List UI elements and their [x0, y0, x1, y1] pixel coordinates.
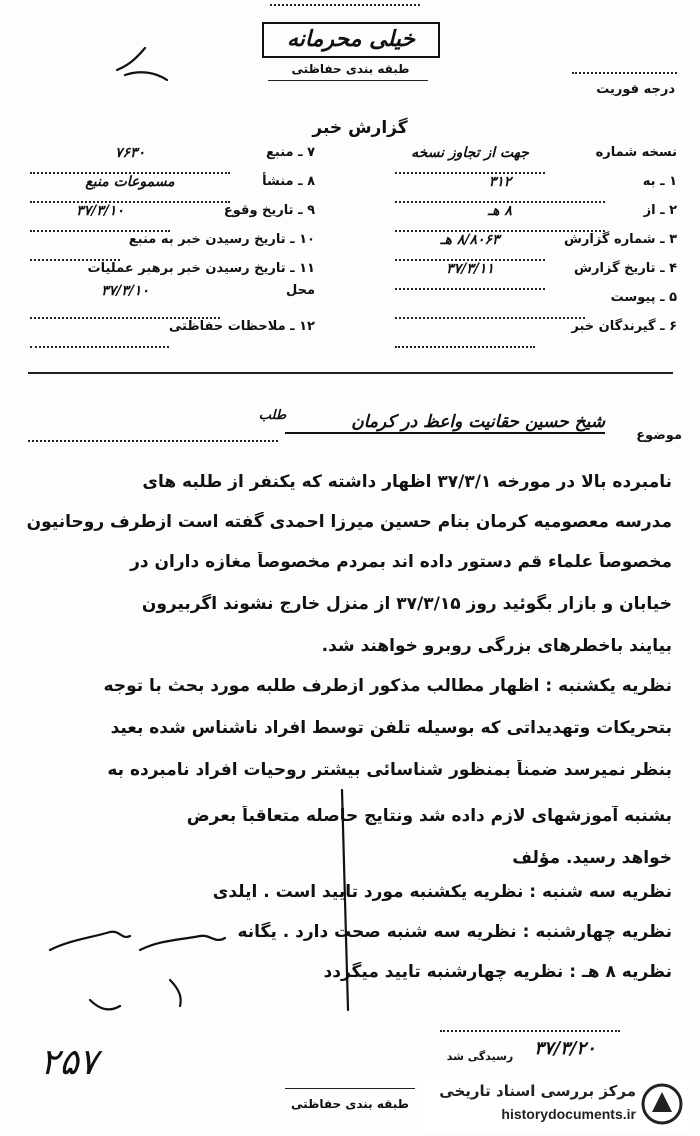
- field-row: [30, 203, 315, 232]
- watermark: [418, 1078, 688, 1132]
- archive-logo-icon: [640, 1082, 684, 1126]
- field-value: ۳۷/۳/۱۰: [30, 283, 220, 319]
- body-line: بتحریکات وتهدیداتی که بوسیله تلفن توسط افراد ناشناس شده بعید: [110, 718, 672, 738]
- field-label: ۷ ـ منبع: [266, 145, 315, 160]
- field-row: [30, 319, 315, 348]
- field-value: جهت از تجاوز نسخه: [395, 145, 545, 174]
- handwritten-mark-icon: [105, 40, 185, 90]
- field-row: [30, 232, 315, 261]
- field-label: محل: [285, 283, 315, 298]
- classification-stamp-text: خیلی محرمانه: [286, 26, 416, 52]
- field-row: [395, 174, 677, 203]
- body-line: نامبرده بالا در مورخه ۳۷/۳/۱ اظهار داشته که یکنفر از طلبه های: [142, 472, 672, 492]
- field-value: ۸ هـ: [395, 203, 605, 232]
- field-label: ۱۰ ـ تاریخ رسیدن خبر به منبع: [128, 232, 315, 247]
- opinion-line: نظریه سه شنبه : نظریه یکشنبه مورد تایید است . ایلدی: [212, 882, 672, 902]
- field-label: ۱۲ ـ ملاحظات حفاظتی: [168, 319, 315, 334]
- field-value: [395, 290, 585, 319]
- field-value: [30, 232, 120, 261]
- field-label: ۵ ـ پیوست: [610, 290, 677, 305]
- field-row: [30, 261, 315, 283]
- subject-text: شیخ حسین حقانیت واعظ در کرمان: [285, 412, 605, 434]
- field-label: ۳ ـ شماره گزارش: [563, 232, 677, 247]
- body-line: بیایند باخطرهای بزرگی روبرو خواهند شد.: [321, 636, 672, 656]
- field-value: ۸/۸۰۶۳ هـ: [395, 232, 545, 261]
- field-value: ۷۶۳۰: [30, 145, 230, 174]
- field-label: ۲ ـ از: [643, 203, 677, 218]
- field-row: [395, 232, 677, 261]
- field-row: [395, 290, 677, 319]
- body-line: مدرسه معصومیه کرمان بنام حسین میرزا احمدی گفته است ازطرف روحانیون: [26, 512, 672, 532]
- field-label: ۸ ـ منشأ: [262, 174, 315, 189]
- top-dots: [270, 4, 420, 6]
- vertical-stroke-icon: [330, 780, 360, 1020]
- footer-rule: [285, 1088, 415, 1089]
- right-fields: [395, 145, 677, 348]
- field-row: [395, 261, 677, 290]
- body-line: بشنبه آموزشهای لازم داده شد ونتایج حاصله متعاقباً بعرض: [186, 806, 672, 826]
- field-row: [395, 319, 677, 348]
- urgency-label: درجه فوریت: [596, 82, 675, 97]
- classification-stamp: [262, 22, 440, 58]
- page-number-text: ۲۵۷: [40, 1042, 99, 1083]
- field-value: ۳۱۲: [395, 174, 605, 203]
- body-line: خیابان و بازار بگوئید روز ۳۷/۳/۱۵ از منزل خارج نشوند اگربیرون: [141, 594, 672, 614]
- left-fields: [30, 145, 315, 348]
- body-line: نظریه یکشنبه : اظهار مطالب مذکور ازطرف طلبه مورد بحث با توجه: [103, 676, 672, 696]
- header-separator: [28, 372, 673, 374]
- handwritten-signature-icon: [30, 910, 250, 1020]
- field-label: ۱۱ ـ تاریخ رسیدن خبر برهبر عملیات: [87, 261, 315, 276]
- watermark-org: مرکز بررسی اسناد تاریخی: [439, 1082, 636, 1100]
- field-label: ۱ ـ به: [642, 174, 677, 189]
- body-line: بنظر نمیرسد ضمناً بمنظور شناسائی بیشتر روحیات افراد نامبرده به: [107, 760, 672, 780]
- opinion-line: نظریه چهارشنبه : نظریه سه شنبه صحت دارد . یگانه: [237, 922, 672, 942]
- field-label: ۴ ـ تاریخ گزارش: [574, 261, 677, 276]
- field-label: ۹ ـ تاریخ وقوع: [223, 203, 315, 218]
- subject-dots: [28, 440, 278, 442]
- subject-label: موضوع: [636, 428, 682, 443]
- field-label: نسخه شماره: [595, 145, 677, 160]
- field-value: [30, 319, 169, 348]
- opinion-line: نظریه ۸ هـ : نظریه چهارشنبه تایید میگردد: [323, 962, 672, 982]
- field-row: [30, 145, 315, 174]
- classification-label: طبقه بندی حفاظتی: [291, 62, 410, 76]
- field-value: ۳۷/۳/۱۰: [30, 203, 170, 232]
- field-value: مسموعات منبع: [30, 174, 230, 203]
- body-line: خواهد رسید. مؤلف: [512, 848, 672, 868]
- urgency-dots: [572, 72, 677, 74]
- footer-date: ۳۷/۳/۲۰: [534, 1038, 596, 1059]
- body-line: مخصوصاً علماء قم دستور داده اند بمردم مخصوصاً مغازه داران در: [130, 552, 672, 572]
- field-row: [30, 174, 315, 203]
- page-number: [40, 1042, 98, 1083]
- footer-dots: [440, 1030, 620, 1032]
- classification-rule: [268, 80, 428, 81]
- subject-annotation: طلب: [258, 408, 287, 423]
- field-row: [395, 203, 677, 232]
- report-title: گزارش خبر: [312, 118, 408, 138]
- watermark-url: historydocuments.ir: [501, 1106, 636, 1122]
- field-row: [30, 283, 315, 319]
- field-value: ۳۷/۳/۱۱: [395, 261, 545, 290]
- footer-classification-label: طبقه بندی حفاظتی: [291, 1097, 409, 1111]
- field-label: ۶ ـ گیرندگان خبر: [571, 319, 677, 334]
- field-row: [395, 145, 677, 174]
- received-label: رسیدگی شد: [446, 1050, 514, 1063]
- field-value: [395, 319, 535, 348]
